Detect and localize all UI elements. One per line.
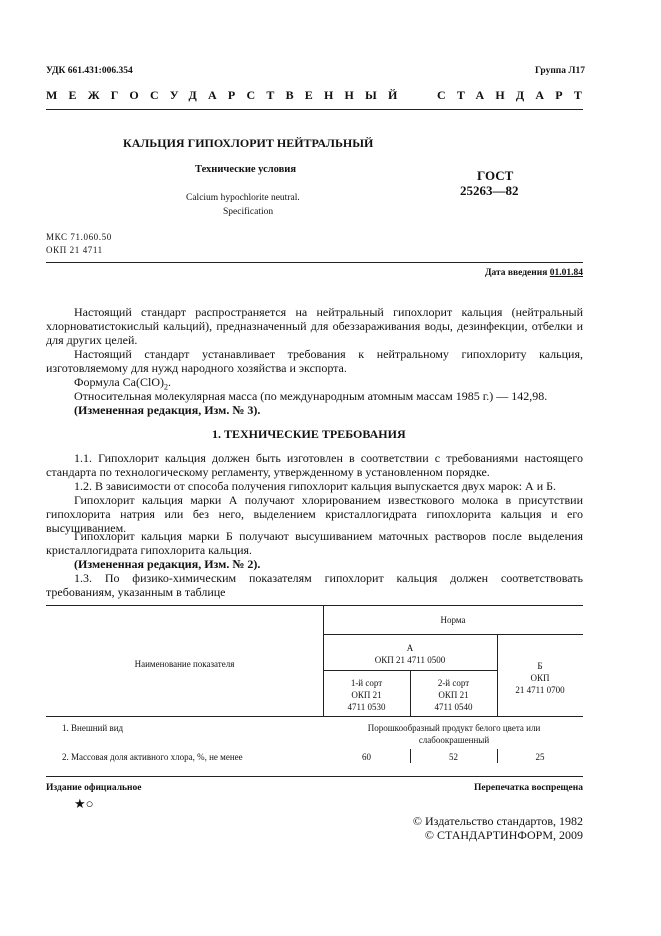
intro-paragraph-2: Настоящий стандарт устанавливает требования к нейтральному гипохлориту кальция, изготовляемому для нужд народного хозяйства и экспорта. bbox=[46, 347, 583, 375]
row-1-name: 1. Внешний вид bbox=[62, 723, 124, 733]
section-heading: 1. ТЕХНИЧЕСКИЕ ТРЕБОВАНИЯ bbox=[212, 427, 406, 441]
okp-code: ОКП 21 4711 bbox=[46, 245, 103, 255]
gost-number: 25263—82 bbox=[460, 183, 519, 198]
table-header-rule bbox=[46, 716, 583, 717]
intro-date-value: 01.01.84 bbox=[549, 268, 583, 278]
intro-date bbox=[485, 268, 583, 278]
revision-2: (Измененная редакция, Изм. № 2). bbox=[74, 557, 261, 571]
row-2-divider-1 bbox=[410, 749, 411, 763]
clause-1-1: 1.1. Гипохлорит кальция должен быть изготовлен в соответствии с требованиями настоящего стандарта по технологическому регламенту, утвержденному в установленном порядке. bbox=[46, 451, 583, 479]
english-title-line1: Calcium hypochlorite neutral. bbox=[186, 193, 300, 203]
header-rule bbox=[46, 109, 583, 110]
copyright-1982: © Издательство стандартов, 1982 bbox=[412, 814, 583, 828]
sort1-line3: 4711 0530 bbox=[347, 702, 386, 712]
gost-label: ГОСТ bbox=[477, 168, 514, 183]
sort1-line1: 1-й сорт bbox=[350, 678, 383, 688]
grade-a-label: А bbox=[406, 643, 414, 653]
row-2-name: 2. Массовая доля активного хлора, %, не менее bbox=[62, 752, 243, 762]
document-title: КАЛЬЦИЯ ГИПОХЛОРИТ НЕЙТРАЛЬНЫЙ bbox=[123, 136, 374, 150]
reprint-prohibited: Перепечатка воспрещена bbox=[473, 783, 583, 793]
clause-1-2: 1.2. В зависимости от способа получения гипохлорит кальция выпускается двух марок: А и Б. bbox=[74, 479, 557, 493]
document-subtitle: Технические условия bbox=[195, 164, 297, 175]
table-norm-rule bbox=[323, 634, 583, 635]
row-2-value-2: 52 bbox=[449, 752, 458, 762]
clause-1-3: 1.3. По физико-химическим показателям гипохлорит кальция должен соответствовать требованиям, указанным в таблице bbox=[46, 571, 583, 599]
revision-3: (Измененная редакция, Изм. № 3). bbox=[74, 403, 261, 417]
intro-paragraph-1: Настоящий стандарт распространяется на нейтральный гипохлорит кальция (нейтральный хлорноватистокислый кальций), предназначенный для обеззараживания воды, дезинфекции, отбелки и для других целей. bbox=[46, 305, 583, 347]
col-header-norm: Норма bbox=[440, 615, 466, 625]
standard-line-right: СТАНДАРТ bbox=[437, 88, 594, 102]
formula-end: . bbox=[168, 375, 172, 389]
grade-b-line2: ОКП bbox=[530, 673, 550, 683]
row-2-divider-2 bbox=[497, 749, 498, 763]
formula-subscript: 2 bbox=[164, 382, 169, 392]
standard-line-left: МЕЖГОСУДАРСТВЕННЫЙ bbox=[46, 88, 409, 102]
clause-1-2-grade-a: Гипохлорит кальция марки А получают хлорированием известкового молока в присутствии гипохлорита натрия или без него, выделением кристаллогидрата гипохлорита кальция и его высушиванием. bbox=[46, 493, 583, 535]
row-2-value-1: 60 bbox=[362, 752, 371, 762]
star-circle-symbols: ★○ bbox=[74, 796, 94, 811]
intro-date-label: Дата введения bbox=[484, 268, 548, 278]
row-1-value: Порошкообразный продукт белого цвета или слабоокрашенный bbox=[367, 723, 541, 745]
sort2-line1: 2-й сорт bbox=[437, 678, 470, 688]
molecular-mass: Относительная молекулярная масса (по международным атомным массам 1985 г.) — 142,98. bbox=[74, 389, 548, 403]
copyright-2009: © СТАНДАРТИНФОРМ, 2009 bbox=[424, 828, 583, 842]
clause-1-2-grade-b: Гипохлорит кальция марки Б получают высушиванием маточных растворов после выделения кристаллогидрата гипохлорита кальция. bbox=[46, 529, 583, 557]
row-2-value-3: 25 bbox=[535, 752, 545, 762]
footer-rule bbox=[46, 776, 583, 777]
grade-b-line3: 21 4711 0700 bbox=[515, 685, 565, 695]
grade-b-line1: Б bbox=[537, 661, 543, 671]
sort1-line2: ОКП 21 bbox=[351, 690, 382, 700]
grade-a-okp: ОКП 21 4711 0500 bbox=[374, 655, 446, 665]
formula-label: Формула Ca(ClO) bbox=[74, 375, 165, 389]
official-edition: Издание официальное bbox=[46, 783, 142, 793]
group-code: Группа Л17 bbox=[534, 66, 585, 76]
english-title-line2: Specification bbox=[223, 207, 274, 217]
title-rule bbox=[46, 262, 583, 263]
sort2-line2: ОКП 21 bbox=[438, 690, 469, 700]
udk-code: УДК 661.431:006.354 bbox=[46, 66, 133, 76]
col-header-name: Наименование показателя bbox=[134, 659, 235, 669]
table-top-rule bbox=[46, 605, 583, 606]
sort2-line3: 4711 0540 bbox=[434, 702, 473, 712]
mks-code: МКС 71.060.50 bbox=[46, 232, 112, 242]
